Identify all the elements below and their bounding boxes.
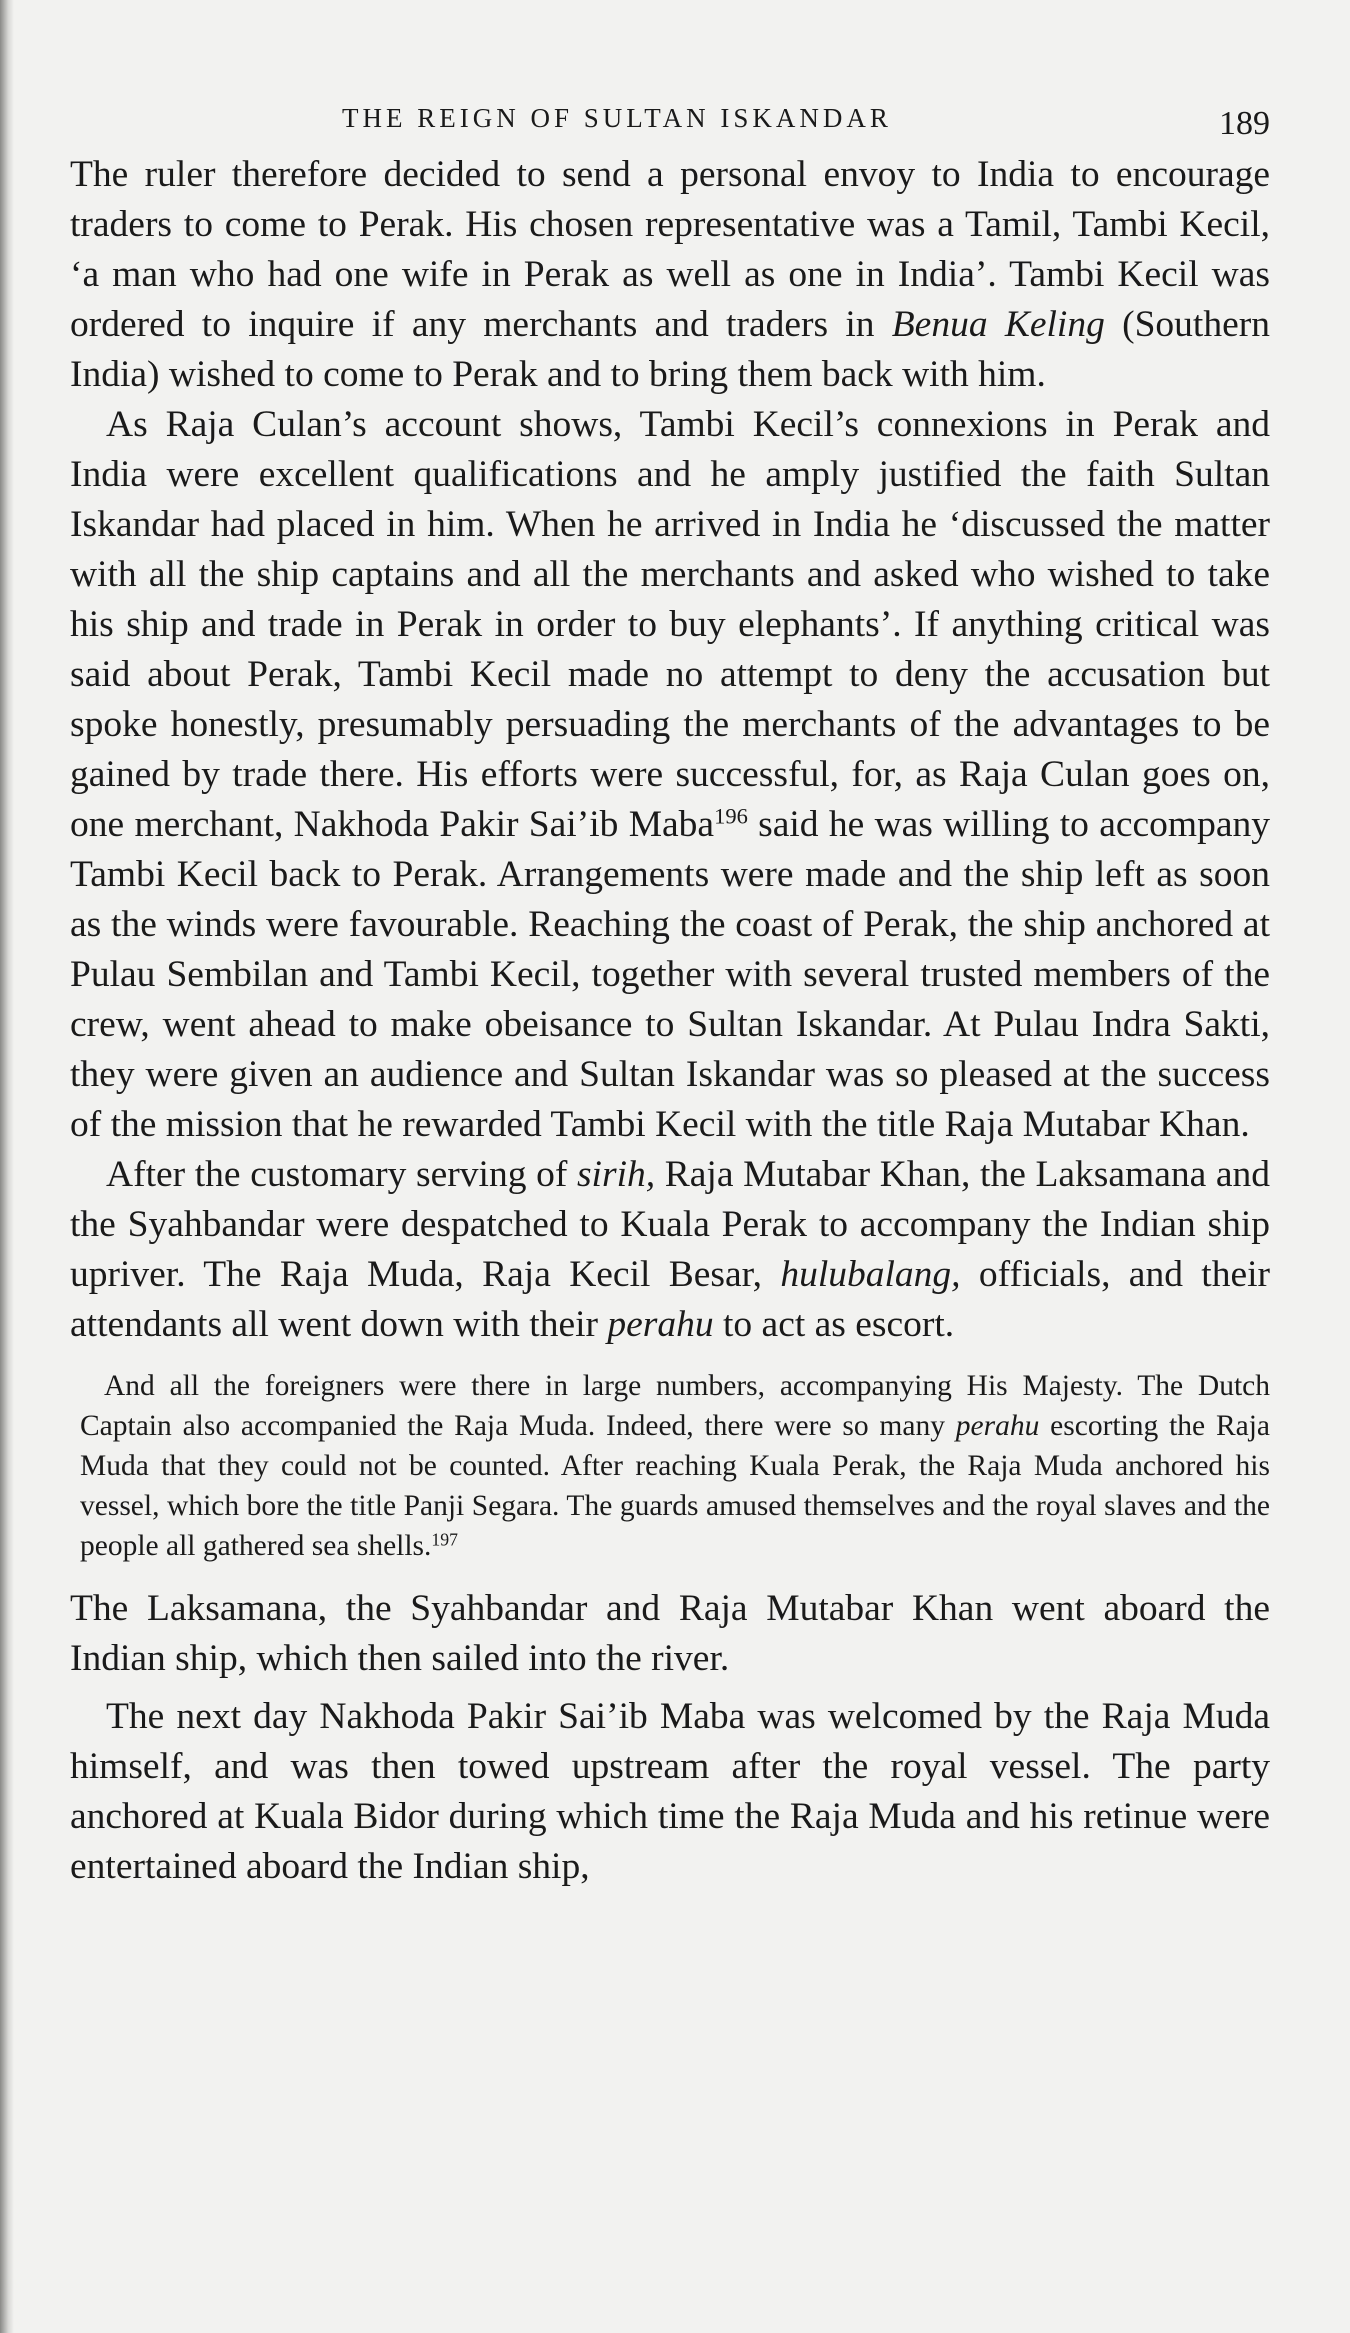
paragraph-2-text-a: As Raja Culan’s account shows, Tambi Kecil’s connexions in Perak and India were excellent qualifications and he amply justified the faith Sultan Iskandar had placed in him. When he arrived in India he ‘discussed the matter with all the ship captains and all the merchants and asked who wished to take his ship and trade in Perak in order to buy elephants’. If anything critical was said about Perak, Tambi Kecil made no attempt to deny the accusation but spoke honestly, presumably persuading the merchants of the advantages to be gained by trade there. His efforts were successful, for, as Raja Culan goes on, one merchant, Nakhoda Pakir Sai’ib Maba bbox=[70, 404, 1270, 845]
paragraph-3-text-c: officials, and their attendants all went down with their bbox=[70, 1254, 1271, 1345]
paragraph-3-text-d: to act as escort. bbox=[723, 1304, 955, 1345]
block-quote-body bbox=[80, 1366, 1270, 1566]
paragraph-3-italic-hulubalang: hulubalang, bbox=[780, 1254, 961, 1295]
block-quote-text-b: escorting the Raja Muda that they could not be counted. After reaching Kuala Perak, the Raja Muda anchored his vessel, which bore the title Panji Segara. The guards amused themselves and the royal slaves and the people all gathered sea shells. bbox=[80, 1410, 1271, 1562]
page-binding-shadow bbox=[0, 0, 14, 2333]
paragraph-2 bbox=[70, 400, 1270, 1150]
footnote-ref-197: 197 bbox=[431, 1529, 458, 1550]
paragraph-1-italic: Benua Keling bbox=[891, 304, 1105, 345]
block-quote-italic-perahu: perahu bbox=[955, 1410, 1040, 1442]
paragraph-1 bbox=[70, 150, 1270, 400]
page-header bbox=[70, 103, 1270, 147]
paragraph-3-italic-perahu: perahu bbox=[607, 1304, 714, 1345]
paragraph-1-end: (Southern India) wished to come to Perak and to bring them back with him. bbox=[70, 304, 1270, 395]
page-body bbox=[70, 150, 1270, 1892]
paragraph-2-text-b: said he was willing to accompany Tambi Kecil back to Perak. Arrangements were made and the ship left as soon as the winds were favourable. Reaching the coast of Perak, the ship anchored at Pulau Sembilan and Tambi Kecil, together with several trusted members of the crew, went ahead to make obeisance to Sultan Iskandar. At Pulau Indra Sakti, they were given an audience and Sultan Iskandar was so pleased at the success of the mission that he rewarded Tambi Kecil with the title Raja Mutabar Khan. bbox=[70, 804, 1270, 1145]
paragraph-3-italic-sirih: sirih, bbox=[576, 1154, 656, 1195]
block-quote bbox=[80, 1366, 1270, 1566]
block-quote-text-a: And all the foreigners were there in large numbers, accompanying His Majesty. The Dutch Captain also accompanied the Raja Muda. Indeed, there were so many bbox=[80, 1370, 1270, 1442]
paragraph-4: The Laksamana, the Syahbandar and Raja Mutabar Khan went aboard the Indian ship, which then sailed into the river. bbox=[70, 1588, 1270, 1679]
paragraph-1-text: The ruler therefore decided to send a personal envoy to India to encourage traders to come to Perak. His chosen representative was a Tamil, Tambi Kecil, ‘a man who had one wife in Perak as well as one in India’. Tambi Kecil was ordered to inquire if any merchants and traders in bbox=[70, 154, 1270, 345]
paragraph-3-text-a: After the customary serving of bbox=[106, 1154, 568, 1195]
paragraph-3-text-b: Raja Mutabar Khan, the Laksamana and the Syahbandar were despatched to Kuala Perak to accompany the Indian ship upriver. The Raja Muda, Raja Kecil Besar, bbox=[70, 1154, 1271, 1295]
paragraph-5: The next day Nakhoda Pakir Sai’ib Maba was welcomed by the Raja Muda himself, and was then towed upstream after the royal vessel. The party anchored at Kuala Bidor during which time the Raja Muda and his retinue were entertained aboard the Indian ship, bbox=[70, 1696, 1270, 1887]
paragraph-3 bbox=[70, 1150, 1270, 1350]
footnote-ref-196: 196 bbox=[714, 803, 748, 829]
page-number: 189 bbox=[1219, 105, 1270, 142]
running-head: THE REIGN OF SULTAN ISKANDAR bbox=[342, 103, 892, 133]
